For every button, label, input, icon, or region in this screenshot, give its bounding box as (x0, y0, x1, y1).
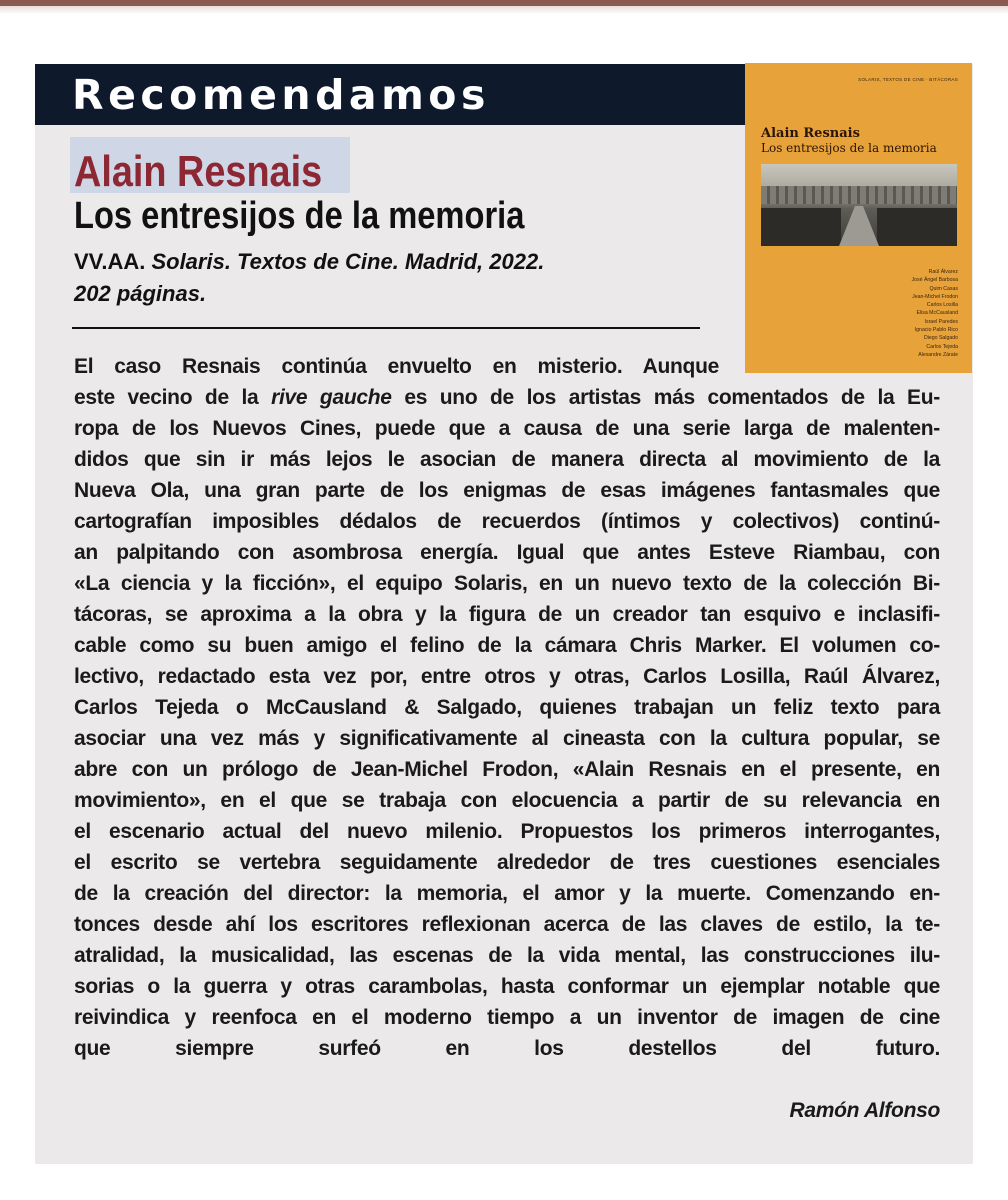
review-line: abre con un prólogo de Jean-Michel Frodon, «Alain Resnais en el presente, en (74, 758, 940, 781)
review-line-part: es uno de los artistas más comentados de la Eu- (391, 386, 940, 409)
book-title: Los entresijos de la memoria (74, 195, 525, 237)
book-cover-image (745, 63, 972, 373)
review-line (74, 1064, 940, 1095)
review-line: de la creación del director: la memoria, el amor y la muerte. Comenzando en- (74, 882, 940, 905)
review-line: movimiento», en el que se trabaja con elocuencia a partir de su relevancia en (74, 789, 940, 812)
review-line: tonces desde ahí los escritores reflexionan acerca de las claves de estilo, la te- (74, 913, 940, 936)
cover-credit: Carlos Losilla (926, 302, 958, 309)
review-line (74, 382, 940, 413)
review-line-italic: rive gauche (271, 386, 392, 409)
cover-credit: Elisa McCausland (916, 310, 958, 317)
review-line: didos que sin ir más lejos le asocian de manera directa al movimiento de la (74, 448, 940, 471)
review-line: que siempre surfeó en los destellos del futuro. (74, 1037, 940, 1060)
cover-photo-hedge-left (761, 208, 841, 246)
review-line: ropa de los Nuevos Cines, puede que a causa de una serie larga de malenten- (74, 417, 940, 440)
review-line-part: este vecino de la (74, 386, 272, 409)
review-line: cable como su buen amigo el felino de la cámara Chris Marker. El volumen co- (74, 634, 940, 657)
book-pages: 202 páginas. (74, 281, 207, 306)
cover-credit: Diego Salgado (923, 335, 958, 342)
review-line: Carlos Tejeda o McCausland & Salgado, quienes trabajan un feliz texto para (74, 696, 940, 719)
review-line: el escenario actual del nuevo milenio. Propuestos los primeros interrogantes, (74, 820, 940, 843)
cover-credits (838, 268, 958, 359)
review-line: tácoras, se aproxima a la obra y la figura de un creador tan esquivo e inclasifi- (74, 603, 940, 626)
review-line: sorias o la guerra y otras carambolas, hasta conformar un ejemplar notable que (74, 975, 940, 998)
book-meta (74, 246, 544, 310)
review-line: reivindica y reenfoca en el moderno tiempo a un inventor de imagen de cine (74, 1006, 940, 1029)
review-line: Nueva Ola, una gran parte de los enigmas de esas imágenes fantasmales que (74, 479, 940, 502)
review-line: El caso Resnais continúa envuelto en misterio. Aunque (74, 355, 719, 378)
review-line: el escrito se vertebra seguidamente alrededor de tres cuestiones esenciales (74, 851, 940, 874)
divider-rule (72, 327, 700, 329)
review-line: asociar una vez más y significativamente al cineasta con la cultura popular, se (74, 727, 940, 750)
review-line (74, 1095, 940, 1126)
book-author: Alain Resnais (74, 147, 323, 196)
cover-credit: Israel Paredes (924, 318, 958, 325)
review-signature: Ramón Alfonso (789, 1099, 940, 1122)
cover-credit: Raúl Álvarez (928, 269, 958, 275)
review-line: cartografían imposibles dédalos de recuerdos (íntimos y colectivos) continú- (74, 510, 940, 533)
cover-photo-path (839, 206, 879, 246)
book-credits-prefix: VV.AA. (74, 249, 146, 274)
top-border-shadow (0, 6, 1008, 14)
cover-photo-building (761, 186, 957, 204)
cover-credit: Alexandre Zárate (918, 351, 958, 358)
review-body (74, 351, 940, 1126)
review-line: an palpitando con asombrosa energía. Igual que antes Esteve Riambau, con (74, 541, 940, 564)
cover-credit: Ignacio Pablo Rico (914, 327, 958, 334)
cover-credit: Carlos Tejeda (926, 343, 958, 350)
review-line: lectivo, redactado esta vez por, entre otros y otras, Carlos Losilla, Raúl Álvarez, (74, 665, 940, 688)
review-line: atralidad, la musicalidad, las escenas de la vida mental, las construcciones ilu- (74, 944, 940, 967)
cover-credit: Quim Casas (929, 285, 958, 292)
book-publisher-line (74, 246, 544, 278)
cover-credit: Jean-Michel Frodon (912, 293, 958, 300)
cover-title: Los entresijos de la memoria (761, 141, 937, 155)
section-title: Recomendamos (72, 71, 490, 119)
review-line: «La ciencia y la ficción», el equipo Solaris, en un nuevo texto de la colección Bi- (74, 572, 940, 595)
cover-photo (761, 164, 957, 246)
cover-photo-hedge-right (877, 208, 957, 246)
cover-credit: José Ángel Barbosa (911, 277, 958, 284)
cover-author: Alain Resnais (761, 126, 860, 141)
book-publisher: Solaris. Textos de Cine. Madrid, 2022. (151, 249, 545, 274)
cover-header: SOLARIS, TEXTOS DE CINE · BITÁCORAS (858, 77, 958, 82)
